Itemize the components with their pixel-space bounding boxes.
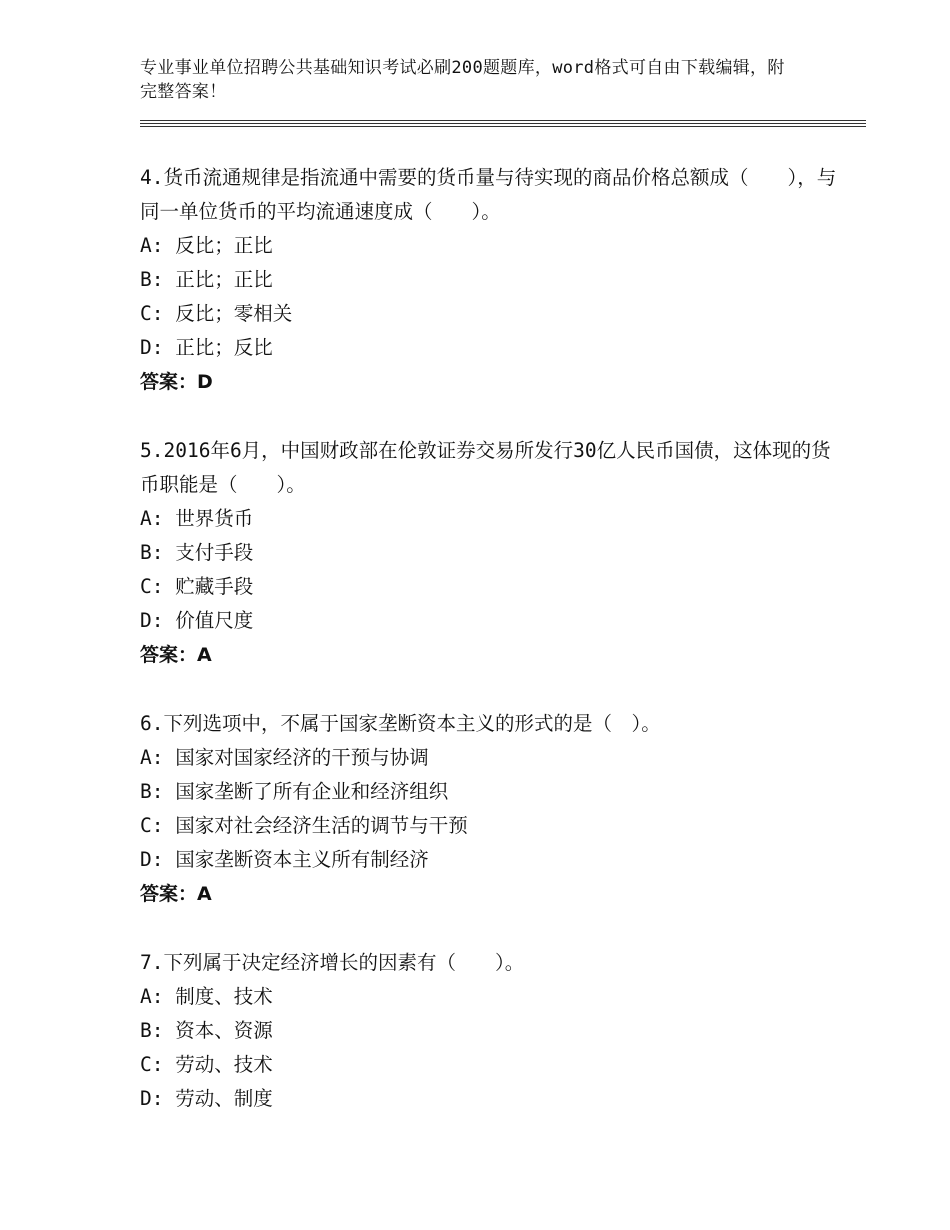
question-stem: 7.下列属于决定经济增长的因素有（ ）。 bbox=[140, 951, 525, 974]
option-a: A: 国家对国家经济的干预与协调 bbox=[140, 746, 429, 769]
option-a: A: 反比；正比 bbox=[140, 234, 273, 257]
option-d: D: 价值尺度 bbox=[140, 609, 254, 632]
option-c: C: 国家对社会经济生活的调节与干预 bbox=[140, 814, 468, 837]
option-a: A: 世界货币 bbox=[140, 507, 254, 530]
option-b: B: 资本、资源 bbox=[140, 1019, 273, 1042]
answer-line: 答案：A bbox=[140, 644, 212, 666]
question-stem: 4.货币流通规律是指流通中需要的货币量与待实现的商品价格总额成（ ），与同一单位货币的平均流通速度成（ ）。 bbox=[140, 166, 837, 223]
option-d: D: 正比；反比 bbox=[140, 336, 273, 359]
option-b: B: 支付手段 bbox=[140, 541, 254, 564]
question-7 bbox=[140, 946, 840, 1116]
question-6 bbox=[140, 707, 840, 911]
option-b: B: 正比；正比 bbox=[140, 268, 273, 291]
document-header: 专业事业单位招聘公共基础知识考试必刷200题题库，word格式可自由下载编辑，附完整答案！ bbox=[140, 58, 785, 102]
answer-line: 答案：D bbox=[140, 371, 213, 393]
option-a: A: 制度、技术 bbox=[140, 985, 273, 1008]
question-stem: 6.下列选项中，不属于国家垄断资本主义的形式的是（ ）。 bbox=[140, 712, 661, 735]
option-d: D: 劳动、制度 bbox=[140, 1087, 273, 1110]
question-5 bbox=[140, 434, 840, 672]
header-divider bbox=[140, 126, 866, 127]
option-d: D: 国家垄断资本主义所有制经济 bbox=[140, 848, 429, 871]
option-c: C: 劳动、技术 bbox=[140, 1053, 273, 1076]
answer-line: 答案：A bbox=[140, 883, 212, 905]
header-divider bbox=[140, 120, 866, 121]
question-4 bbox=[140, 161, 840, 399]
question-stem: 5.2016年6月，中国财政部在伦敦证券交易所发行30亿人民币国债，这体现的货币职能是（ ）。 bbox=[140, 439, 831, 496]
header-divider bbox=[140, 123, 866, 124]
option-b: B: 国家垄断了所有企业和经济组织 bbox=[140, 780, 449, 803]
option-c: C: 反比；零相关 bbox=[140, 302, 293, 325]
option-c: C: 贮藏手段 bbox=[140, 575, 254, 598]
